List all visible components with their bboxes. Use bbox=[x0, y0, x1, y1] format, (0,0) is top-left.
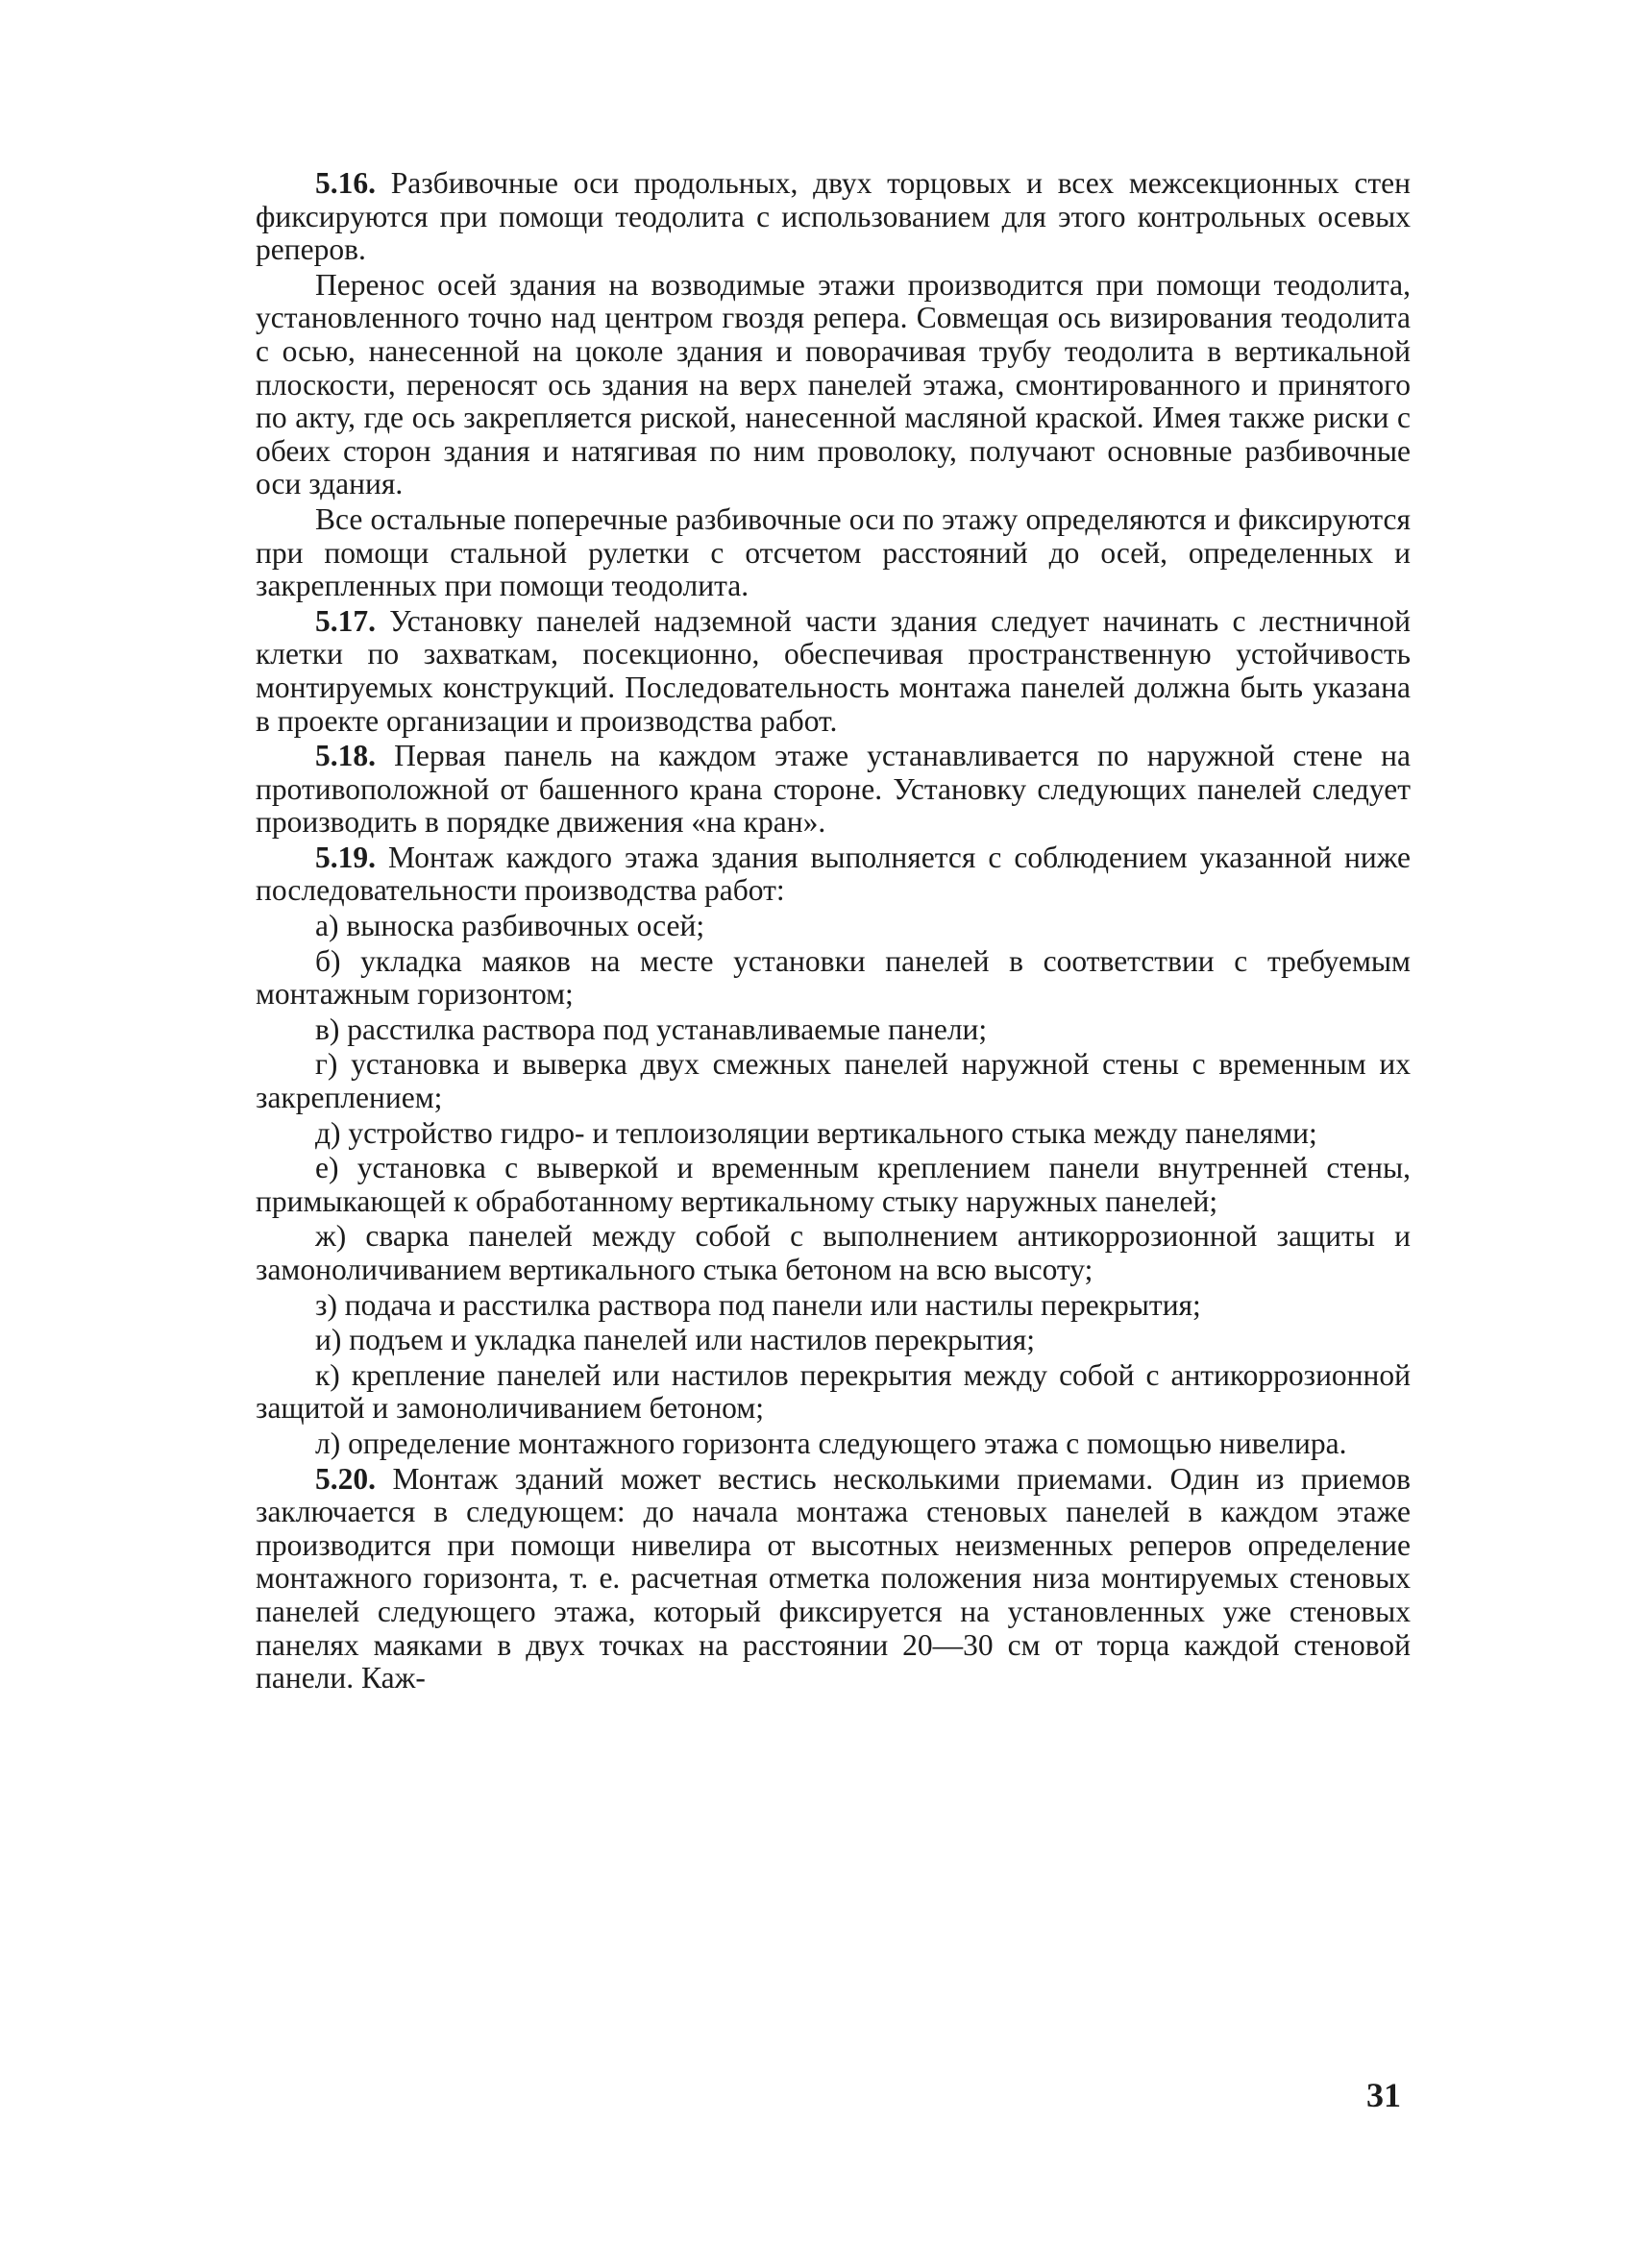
list-item-e bbox=[256, 1152, 1411, 1218]
list-item-v bbox=[256, 1013, 1411, 1047]
list-item-text: а) выноска разбивочных осей; bbox=[315, 909, 705, 943]
list-item-text: г) установка и выверка двух смежных панелей наружной стены с временным их закреплением; bbox=[256, 1047, 1411, 1115]
list-item-text: б) укладка маяков на месте установки панелей в соответствии с требуемым монтажным горизонтом; bbox=[256, 943, 1411, 1012]
list-item-text: д) устройство гидро- и теплоизоляции вертикального стыка между панелями; bbox=[315, 1115, 1317, 1150]
clause-number: 5.18. bbox=[315, 739, 376, 773]
list-item-text: е) установка с выверкой и временным креплением панели внутренней стены, примыкающей к обработанному вертикальному стыку наружных панелей; bbox=[256, 1151, 1411, 1218]
list-item-z bbox=[256, 1289, 1411, 1323]
list-item-d bbox=[256, 1117, 1411, 1151]
paragraph-text: Монтаж каждого этажа здания выполняется с соблюдением указанной ниже последовательности производства работ: bbox=[256, 840, 1412, 908]
paragraph-axis-transfer bbox=[256, 269, 1411, 501]
paragraph-text: Перенос осей здания на возводимые этажи производится при помощи теодолита, установленного точно над центром гвоздя репера. Совмещая ось визирования теодолита с осью, нанесенной на цоколе здания и поворачивая трубу теодолита в вертикальной плоскости, переносят ось здания на верх панелей этажа, смонтированного и принятого по акту, где ось закрепляется риской, нанесенной масляной краской. Имея также риски с обеих сторон здания и натягивая по ним проволоку, получают основные разбивочные оси здания. bbox=[256, 267, 1411, 501]
paragraph-text: Все остальные поперечные разбивочные оси по этажу определяются и фиксируются при помощи стальной рулетки с отсчетом расстояний до осей, определенных и закрепленных при помощи теодолита. bbox=[256, 501, 1411, 603]
paragraph-text: Установку панелей надземной части здания следует начинать с лестничной клетки по захваткам, посекционно, обеспечивая пространственную устойчивость монтируемых конструкций. Последовательность монтажа панелей должна быть указана в проекте организации и производства работ. bbox=[256, 603, 1412, 738]
paragraph-5-17 bbox=[256, 605, 1411, 738]
clause-number: 5.19. bbox=[315, 840, 376, 874]
paragraph-5-19 bbox=[256, 841, 1411, 908]
list-item-k bbox=[256, 1359, 1411, 1426]
page-number: 31 bbox=[1366, 2076, 1401, 2114]
clause-number: 5.16. bbox=[315, 166, 376, 200]
list-item-g bbox=[256, 1048, 1411, 1114]
list-item-text: к) крепление панелей или настилов перекрытия между собой с антикоррозионной защитой и замоноличиванием бетоном; bbox=[256, 1357, 1411, 1426]
paragraph-text: Разбивочные оси продольных, двух торцовых и всех межсекционных стен фиксируются при помощи теодолита с использованием для этого контрольных осевых реперов. bbox=[256, 166, 1411, 267]
list-item-text: л) определение монтажного горизонта следующего этажа с помощью нивелира. bbox=[315, 1426, 1347, 1460]
clause-number: 5.20. bbox=[315, 1461, 376, 1496]
list-item-text: ж) сварка панелей между собой с выполнением антикоррозионной защиты и замоноличиванием вертикального стыка бетоном на всю высоту; bbox=[256, 1219, 1411, 1286]
list-item-b bbox=[256, 945, 1411, 1012]
list-item-i bbox=[256, 1324, 1411, 1357]
list-item-zh bbox=[256, 1220, 1411, 1286]
document-body bbox=[256, 167, 1411, 1697]
paragraph-text: Монтаж зданий может вестись несколькими приемами. Один из приемов заключается в следующем: до начала монтажа стеновых панелей в каждом этаже производится при помощи нивелира от высотных неизменных реперов определение монтажного горизонта, т. е. расчетная отметка положения низа монтируемых стеновых панелей следующего этажа, который фиксируется на установленных уже стеновых панелях маяками в двух точках на расстоянии 20—30 см от торца каждой стеновой панели. Каж- bbox=[256, 1461, 1412, 1695]
paragraph-5-18 bbox=[256, 740, 1411, 840]
list-item-l bbox=[256, 1427, 1411, 1461]
paragraph-5-16 bbox=[256, 167, 1411, 267]
list-item-text: и) подъем и укладка панелей или настилов перекрытия; bbox=[315, 1323, 1035, 1357]
list-item-text: в) расстилка раствора под устанавливаемые панели; bbox=[315, 1012, 988, 1046]
list-item-a bbox=[256, 910, 1411, 943]
list-item-text: з) подача и расстилка раствора под панели или настилы перекрытия; bbox=[315, 1287, 1201, 1322]
paragraph-5-20 bbox=[256, 1463, 1411, 1695]
paragraph-text: Первая панель на каждом этаже устанавливается по наружной стене на противоположной от башенного крана стороне. Установку следующих панелей следует производить в порядке движения «на кран». bbox=[256, 739, 1412, 840]
clause-number: 5.17. bbox=[315, 603, 376, 638]
paragraph-transverse-axes bbox=[256, 503, 1411, 603]
